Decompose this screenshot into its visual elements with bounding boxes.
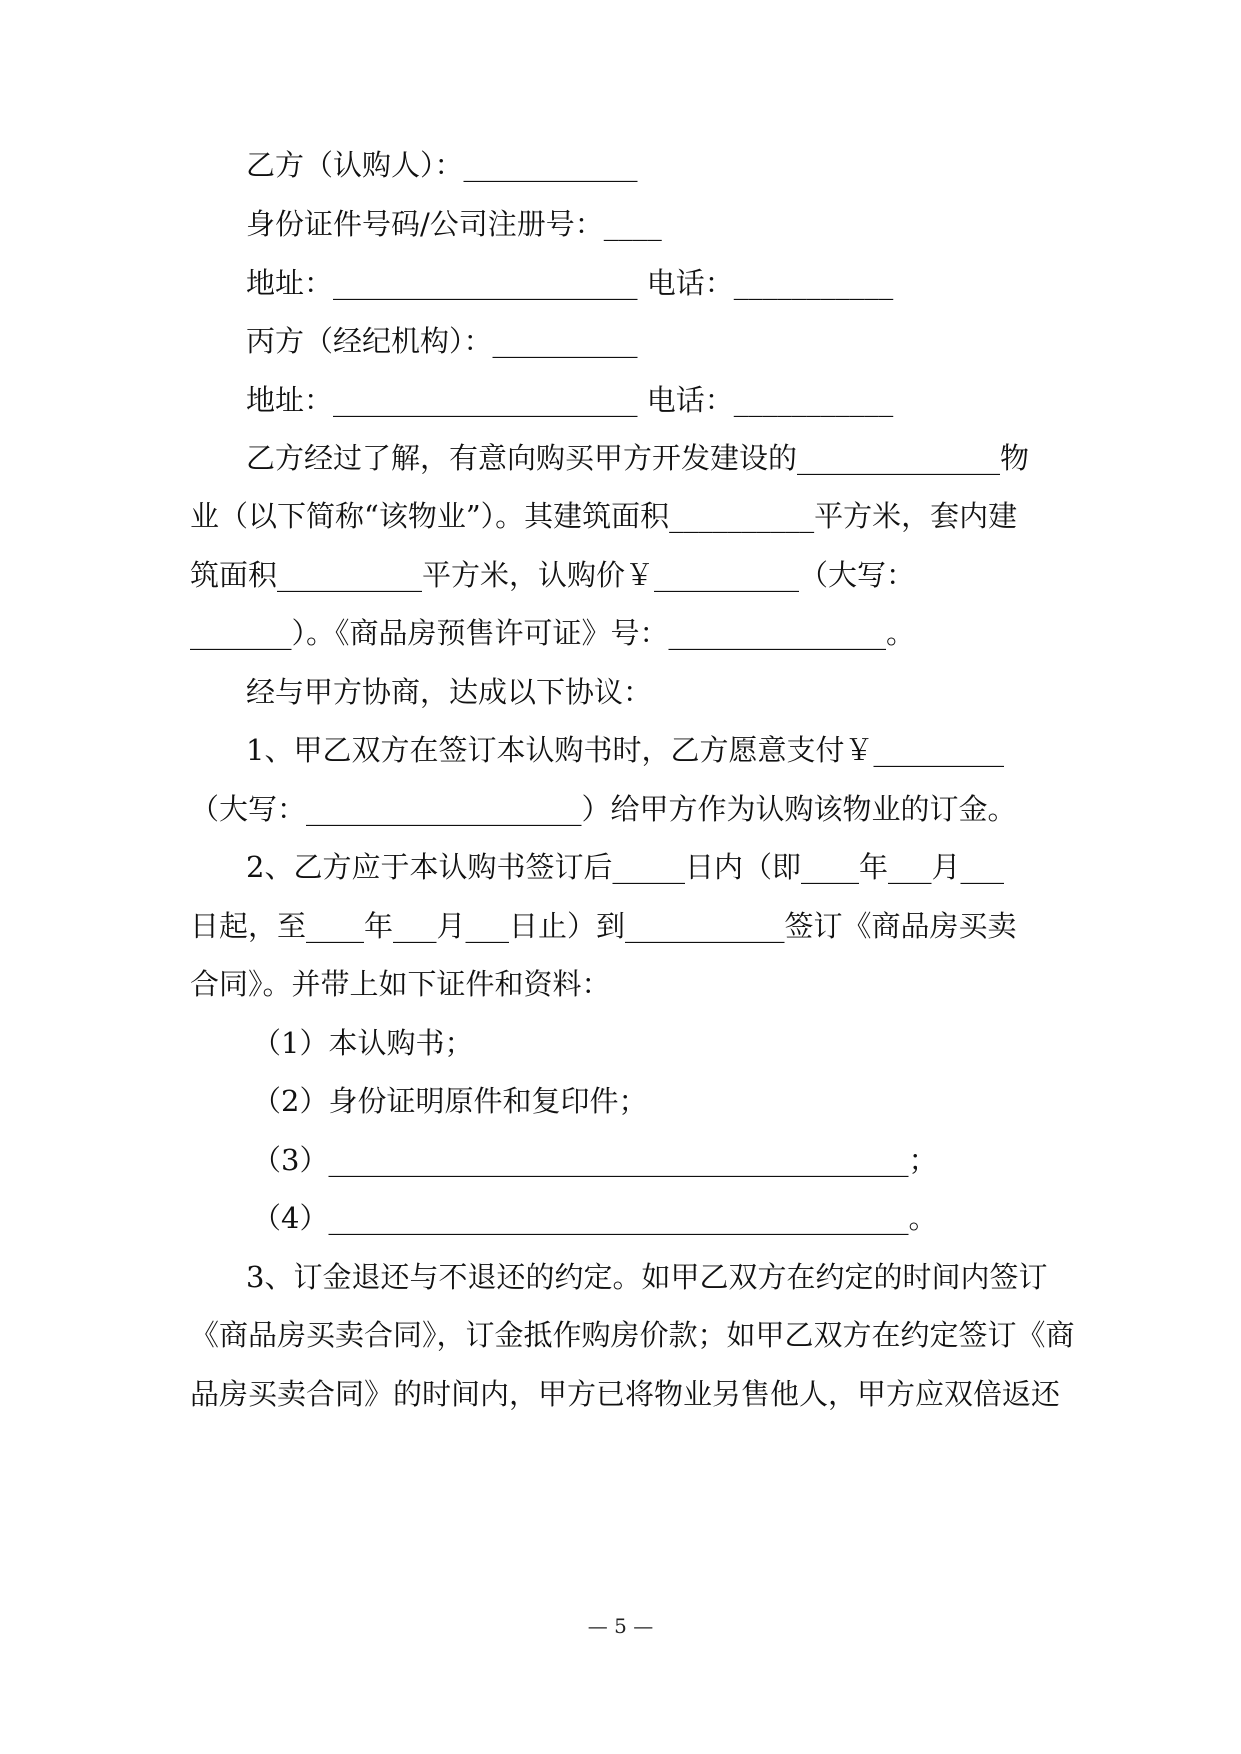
clause-1-line-2: （大写：___________________）给甲方作为认购该物业的订金。	[190, 792, 1017, 826]
paragraph-intro-line-1: 乙方经过了解，有意向购买甲方开发建设的______________物	[246, 441, 1030, 475]
id-number-line: 身份证件号码/公司注册号：____	[246, 207, 662, 241]
document-item-4: （4）________________________________________。	[252, 1201, 938, 1235]
party-b-address-phone-line: 地址：_____________________ 电话：___________	[246, 266, 894, 300]
document-item-3: （3）________________________________________；	[252, 1143, 938, 1177]
clause-3-line-2: 《商品房买卖合同》，订金抵作购房价款；如甲乙双方在约定签订《商	[190, 1318, 1075, 1352]
party-b-line: 乙方（认购人）：____________	[246, 148, 638, 182]
clause-1-line-1: 1、甲乙双方在签订本认购书时，乙方愿意支付￥_________	[246, 733, 1004, 767]
clause-2-line-3: 合同》。并带上如下证件和资料：	[190, 967, 611, 1001]
paragraph-intro-line-2: 业（以下简称“该物业”）。其建筑面积__________平方米，套内建	[190, 499, 1018, 533]
clause-3-line-3: 品房买卖合同》的时间内，甲方已将物业另售他人，甲方应双倍返还	[190, 1377, 1061, 1411]
clause-2-line-2: 日起，至____年___月___日止）到___________签订《商品房买卖	[190, 909, 1017, 943]
agreement-intro-line: 经与甲方协商，达成以下协议：	[246, 675, 653, 709]
paragraph-intro-line-4: _______）。《商品房预售许可证》号：_______________。	[190, 616, 916, 650]
party-c-line: 丙方（经纪机构）：__________	[246, 324, 638, 358]
document-item-2: （2）身份证明原件和复印件；	[252, 1084, 648, 1118]
paragraph-intro-line-3: 筑面积__________平方米，认购价￥__________（大写：	[190, 558, 916, 592]
party-c-address-phone-line: 地址：_____________________ 电话：___________	[246, 383, 894, 417]
page-number: — 5 —	[587, 1614, 654, 1638]
clause-2-line-1: 2、乙方应于本认购书签订后_____日内（即____年___月___	[246, 850, 1004, 884]
document-item-1: （1）本认购书；	[252, 1026, 474, 1060]
clause-3-line-1: 3、订金退还与不退还的约定。如甲乙双方在约定的时间内签订	[246, 1260, 1048, 1294]
